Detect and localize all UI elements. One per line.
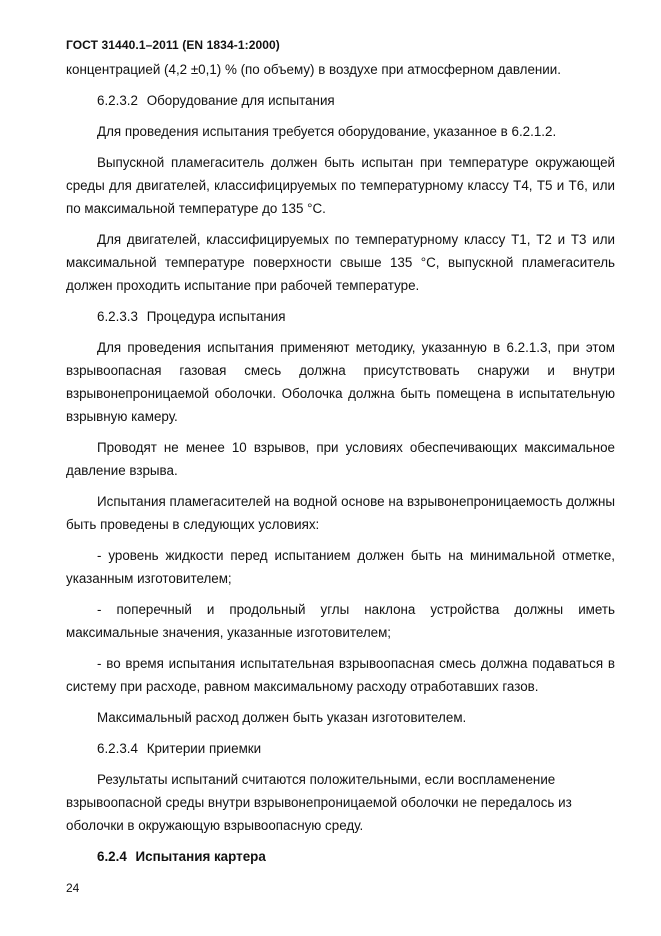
section-heading-6-2-4 xyxy=(66,845,615,868)
section-number: 6.2.3.2 xyxy=(97,93,138,108)
section-heading-6-2-3-4 xyxy=(66,737,615,760)
document-body xyxy=(66,58,615,876)
section-title: Испытания картера xyxy=(135,849,266,864)
list-item: - во время испытания испытательная взрывоопасная смесь должна подаваться в систему при расходе, равном максимальному расходу отработавших газов. xyxy=(66,656,615,694)
paragraph: Результаты испытаний считаются положительными, если воспламенение взрывоопасной среды внутри взрывонепроницаемой оболочки не передалось из оболочки в окружающую взрывоопасную среду. xyxy=(66,772,572,833)
paragraph: Выпускной пламегаситель должен быть испытан при температуре окружающей среды для двигателей, классифицируемых по температурному классу Т4, Т5 и Т6, или по максимальной температуре до 135 °С. xyxy=(66,155,615,216)
paragraph-continuation: концентрацией (4,2 ±0,1) % (по объему) в воздухе при атмосферном давлении. xyxy=(66,62,561,77)
section-heading-6-2-3-2 xyxy=(66,89,615,112)
paragraph: Для проведения испытания применяют методику, указанную в 6.2.1.3, при этом взрывоопасная газовая смесь должна присутствовать снаружи и внутри взрывонепроницаемой оболочки. Оболочка должна быть помещена в испытательную взрывную камеру. xyxy=(66,340,615,424)
paragraph: Испытания пламегасителей на водной основе на взрывонепроницаемость должны быть проведены в следующих условиях: xyxy=(66,494,615,532)
list-item: - уровень жидкости перед испытанием должен быть на минимальной отметке, указанным изготовителем; xyxy=(66,548,615,586)
paragraph: Максимальный расход должен быть указан изготовителем. xyxy=(97,710,467,725)
section-title: Процедура испытания xyxy=(146,309,286,324)
page-number: 24 xyxy=(66,881,80,895)
document-header: ГОСТ 31440.1–2011 (EN 1834-1:2000) xyxy=(66,38,280,52)
section-heading-6-2-3-3 xyxy=(66,305,615,328)
section-number: 6.2.4 xyxy=(97,849,127,864)
paragraph: Для проведения испытания требуется оборудование, указанное в 6.2.1.2. xyxy=(97,124,557,139)
paragraph: Для двигателей, классифицируемых по температурному классу Т1, Т2 и Т3 или максимальной температуре поверхности свыше 135 °С, выпускной пламегаситель должен проходить испытание при рабочей температуре. xyxy=(66,232,615,293)
list-item: - поперечный и продольный углы наклона устройства должны иметь максимальные значения, указанные изготовителем; xyxy=(66,602,615,640)
section-title: Оборудование для испытания xyxy=(146,93,335,108)
section-number: 6.2.3.3 xyxy=(97,309,138,324)
paragraph: Проводят не менее 10 взрывов, при условиях обеспечивающих максимальное давление взрыва. xyxy=(66,440,615,478)
section-title: Критерии приемки xyxy=(146,741,262,756)
section-number: 6.2.3.4 xyxy=(97,741,138,756)
